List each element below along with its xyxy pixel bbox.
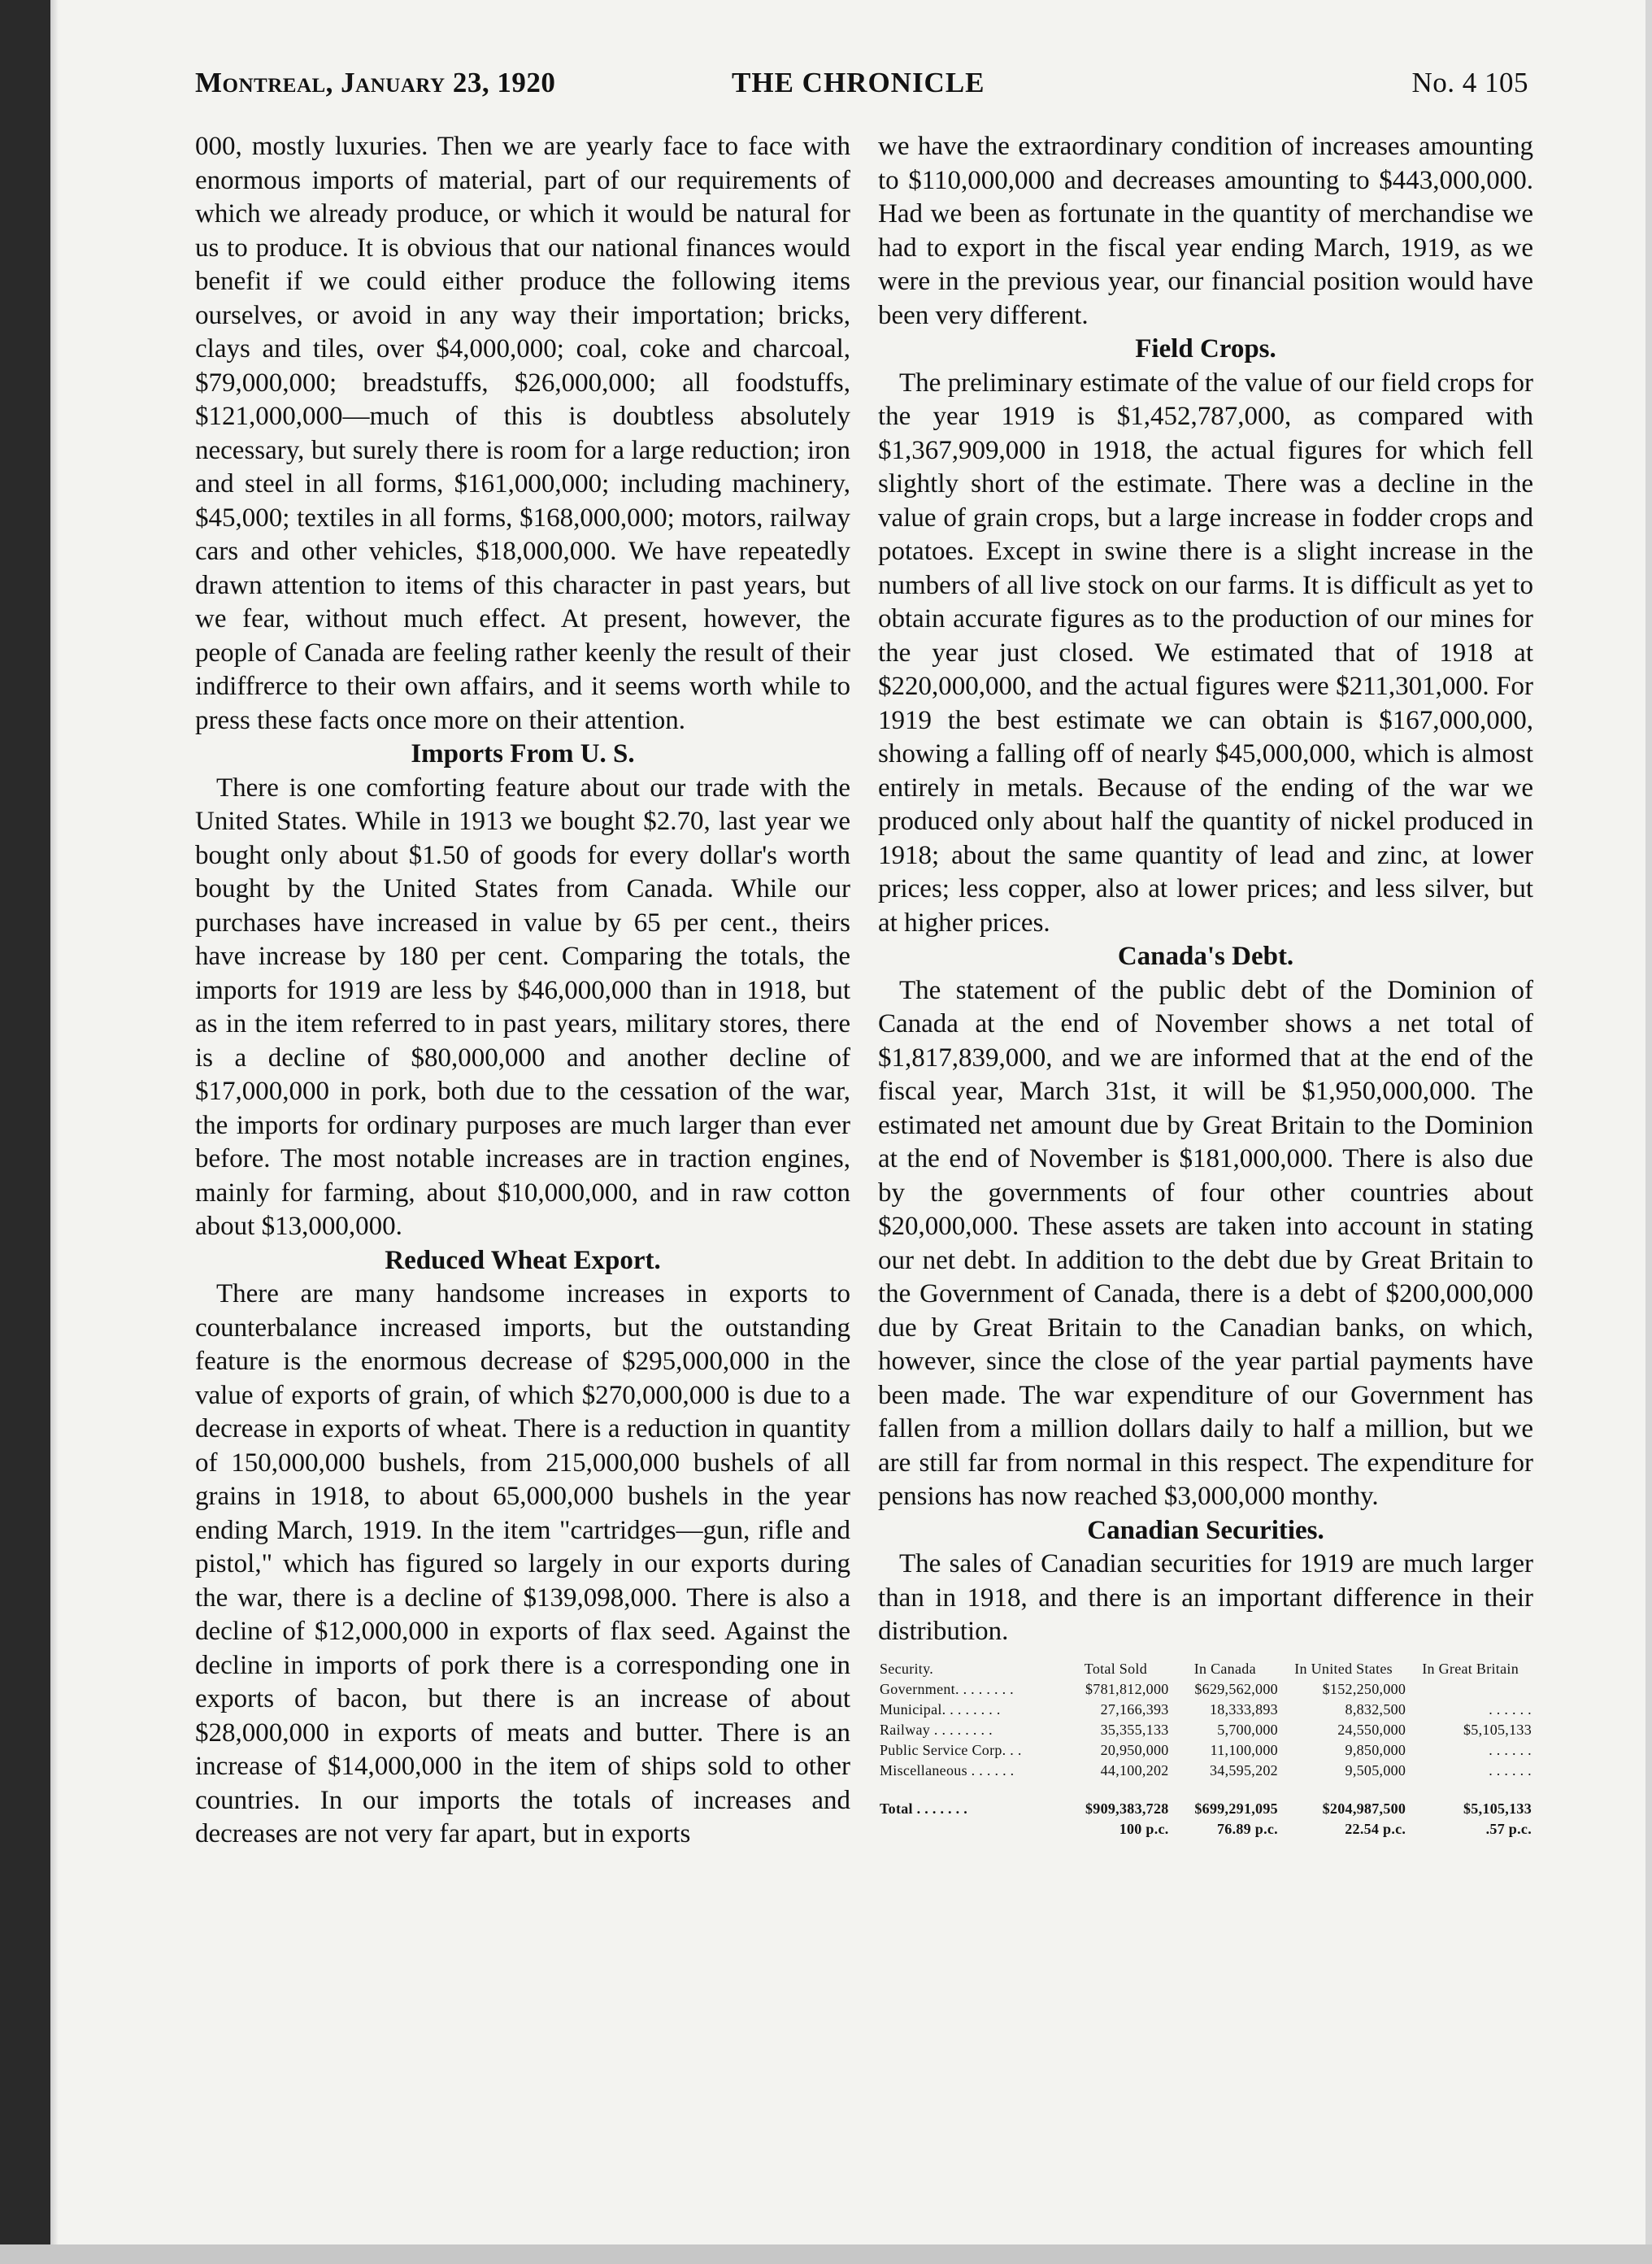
table-cell: . . . . . . <box>1489 1700 1532 1718</box>
table-total-row <box>878 1781 1533 1819</box>
paragraph-reduced-wheat-export: There are many handsome increases in exports to counterbalance increased imports, but the outstanding feature is the enormous decrease of $295,000,000 in the value of exports of grain, of which $270,000,000 is due to a decrease in exports of wheat. There is a reduction in quantity of 150,000,000 bushels, from 215,000,000 bushels of all grains in 1918, to about 65,000,000 bushels in the year ending March, 1919. In the item "cartridges—gun, rifle and pistol," which has figured so largely in our exports during the war, there is a decline of $139,098,000. There is also a decline of $12,000,000 in exports of flax seed. Against the decline in imports of pork there is a corresponding one in exports of bacon, but there is an increase of about $28,000,000 in exports of meats and butter. There is an increase of $14,000,000 in the item of ships sold to other countries. In our imports the totals of increases and decreases are not very far apart, but in exports <box>195 1279 850 1848</box>
table-cell: 8,832,500 <box>1345 1700 1406 1718</box>
table-cell: 44,100,202 <box>1100 1761 1169 1779</box>
scan-border-right <box>1645 0 1652 2264</box>
heading-canadian-securities: Canadian Securities. <box>1087 1515 1324 1545</box>
table-cell: Total . . . . . . . <box>880 1800 968 1817</box>
table-cell: 100 p.c. <box>1119 1820 1169 1837</box>
table-cell: 9,850,000 <box>1345 1741 1406 1758</box>
table-cell: $152,250,000 <box>1322 1680 1406 1697</box>
paragraph-canadian-securities: The sales of Canadian securities for 1919 are much larger than in 1918, and there is an important difference in their distribution. <box>878 1549 1533 1646</box>
table-header-row <box>878 1659 1533 1679</box>
col-header-in-great-britain: In Great Britain <box>1422 1660 1519 1677</box>
header-publication: THE CHRONICLE <box>732 67 985 98</box>
table-row <box>878 1740 1533 1761</box>
table-cell: . . . . . . <box>1489 1761 1532 1779</box>
table-cell: 27,166,393 <box>1100 1700 1169 1718</box>
table-cell: $5,105,133 <box>1463 1800 1532 1817</box>
table-cell: Municipal. . . . . . . . <box>880 1700 1001 1718</box>
header-page-number: No. 4 105 <box>1411 67 1528 98</box>
table-percent-row <box>878 1819 1533 1840</box>
paragraph-exports-continued: we have the extraordinary condition of increases amounting to $110,000,000 and decreases amounting to $443,000,000. Had we been as fortunate in the quantity of merchandise we had to export in the fiscal year ending March, 1919, as we were in the previous year, our financial position would have been very different. <box>878 132 1533 330</box>
table-cell: $699,291,095 <box>1194 1800 1278 1817</box>
table-cell: $5,105,133 <box>1463 1721 1532 1738</box>
right-column <box>878 130 1533 1840</box>
paragraph-imports-intro: 000, mostly luxuries. Then we are yearly face to face with enormous imports of material, part of our requirements of which we already produce, or which it would be natural for us to produce. It is obvious that our national finances would benefit if we could either produce the following items ourselves, or avoid in any way their importation; bricks, clays and tiles, over $4,000,000; coal, coke and charcoal, $79,000,000; breadstuffs, $26,000,000; all foodstuffs, $121,000,000—much of this is doubtless absolutely necessary, but surely there is room for a large reduction; iron and steel in all forms, $161,000,000; including machinery, $45,000; textiles in all forms, $168,000,000; motors, railway cars and other vehicles, $18,000,000. We have repeatedly drawn attention to items of this character in past years, but we fear, without much effect. At present, however, the people of Canada are feeling rather keenly the result of their indiffrerce to their own affairs, and it seems worth while to press these facts once more on their attention. <box>195 132 850 735</box>
table-cell <box>1407 1679 1533 1700</box>
table-cell: 76.89 p.c. <box>1216 1820 1278 1837</box>
table-cell: Railway . . . . . . . . <box>880 1721 993 1738</box>
heading-imports-from-us: Imports From U. S. <box>411 739 635 768</box>
table-row <box>878 1720 1533 1740</box>
table-row <box>878 1700 1533 1720</box>
left-column <box>195 130 850 1852</box>
col-header-in-united-states: In United States <box>1294 1660 1393 1677</box>
table-cell <box>878 1819 1061 1840</box>
table-cell: Public Service Corp. . . <box>880 1741 1022 1758</box>
table-row <box>878 1761 1533 1781</box>
header-place-date: Montreal, January 23, 1920 <box>195 67 556 98</box>
table-cell: 11,100,000 <box>1210 1741 1278 1758</box>
table-cell: 9,505,000 <box>1345 1761 1406 1779</box>
table-cell: $629,562,000 <box>1194 1680 1278 1697</box>
table-cell: .57 p.c. <box>1485 1820 1532 1837</box>
table-row <box>878 1679 1533 1700</box>
table-cell: 22.54 p.c. <box>1345 1820 1406 1837</box>
table-cell: $204,987,500 <box>1322 1800 1406 1817</box>
table-cell: 5,700,000 <box>1217 1721 1278 1738</box>
paragraph-canadas-debt: The statement of the public debt of the Dominion of Canada at the end of November shows a net total of $1,817,839,000, and we are informed that at the end of the fiscal year, March 31st, it will be $1,950,000,000. The estimated net amount due by Great Britain to the Dominion at the end of November is $181,000,000. There is also due by the governments of four other countries about $20,000,000. These assets are taken into account in stating our net debt. In addition to the debt due by Great Britain to the Government of Canada, there is a debt of $200,000,000 due by Great Britain to the Canadian banks, on which, however, since the close of the year partial payments have been made. The war expenditure of our Government has fallen from a million dollars daily to half a million, but we are still far from normal in this respect. The expenditure for pensions has now reached $3,000,000 monthy. <box>878 975 1533 1511</box>
heading-canadas-debt: Canada's Debt. <box>1117 942 1294 971</box>
scan-border-bottom <box>0 2244 1652 2264</box>
table-cell: 18,333,893 <box>1209 1700 1278 1718</box>
scan-border-left <box>0 0 59 2264</box>
col-header-in-canada: In Canada <box>1193 1660 1256 1677</box>
securities-table <box>878 1659 1533 1840</box>
table-cell: $781,812,000 <box>1085 1680 1169 1697</box>
table-cell: Government. . . . . . . . <box>880 1680 1014 1697</box>
table-cell: Miscellaneous . . . . . . <box>880 1761 1015 1779</box>
col-header-total-sold: Total Sold <box>1084 1660 1148 1677</box>
page-header <box>195 67 1528 115</box>
table-cell: 24,550,000 <box>1337 1721 1406 1738</box>
heading-reduced-wheat-export: Reduced Wheat Export. <box>385 1245 661 1275</box>
table-cell: 20,950,000 <box>1100 1741 1169 1758</box>
table-cell: . . . . . . <box>1489 1741 1532 1758</box>
table-cell: 34,595,202 <box>1209 1761 1278 1779</box>
col-header-security: Security. <box>880 1660 934 1677</box>
paragraph-imports-from-us: There is one comforting feature about our trade with the United States. While in 1913 we bought $2.70, last year we bought only about $1.50 of goods for every dollar's worth bought by the United States from Canada. While our purchases have increased in value by 65 per cent., theirs have increase by 180 per cent. Comparing the totals, the imports for 1919 are less by $46,000,000 than in 1918, but as in the item referred to in past years, military stores, there is a decline of $80,000,000 and another decline of $17,000,000 in pork, both due to the cessation of the war, the imports for ordinary purposes are much larger than ever before. The most notable increases are in traction engines, mainly for farming, about $10,000,000, and in raw cotton about $13,000,000. <box>195 773 850 1241</box>
heading-field-crops: Field Crops. <box>1135 334 1276 364</box>
table-cell: 35,355,133 <box>1100 1721 1169 1738</box>
table-cell: $909,383,728 <box>1085 1800 1169 1817</box>
paragraph-field-crops: The preliminary estimate of the value of our field crops for the year 1919 is $1,452,787,000, as compared with $1,367,909,000 in 1918, the actual figures for which fell slightly short of the estimate. There was a decline in the value of grain crops, but a large increase in fodder crops and potatoes. Except in swine there is a slight increase in the numbers of all live stock on our farms. It is difficult as yet to obtain accurate figures as to the production of our mines for the year just closed. We estimated that of 1918 at $220,000,000, and the actual figures were $211,301,000. For 1919 the best estimate we can obtain is $167,000,000, showing a falling off of nearly $45,000,000, which is almost entirely in metals. Because of the ending of the war we produced only about half the quantity of nickel produced in 1918; about the same quantity of lead and zinc, at lower prices; less copper, also at lower prices; and less silver, but at higher prices. <box>878 368 1533 938</box>
